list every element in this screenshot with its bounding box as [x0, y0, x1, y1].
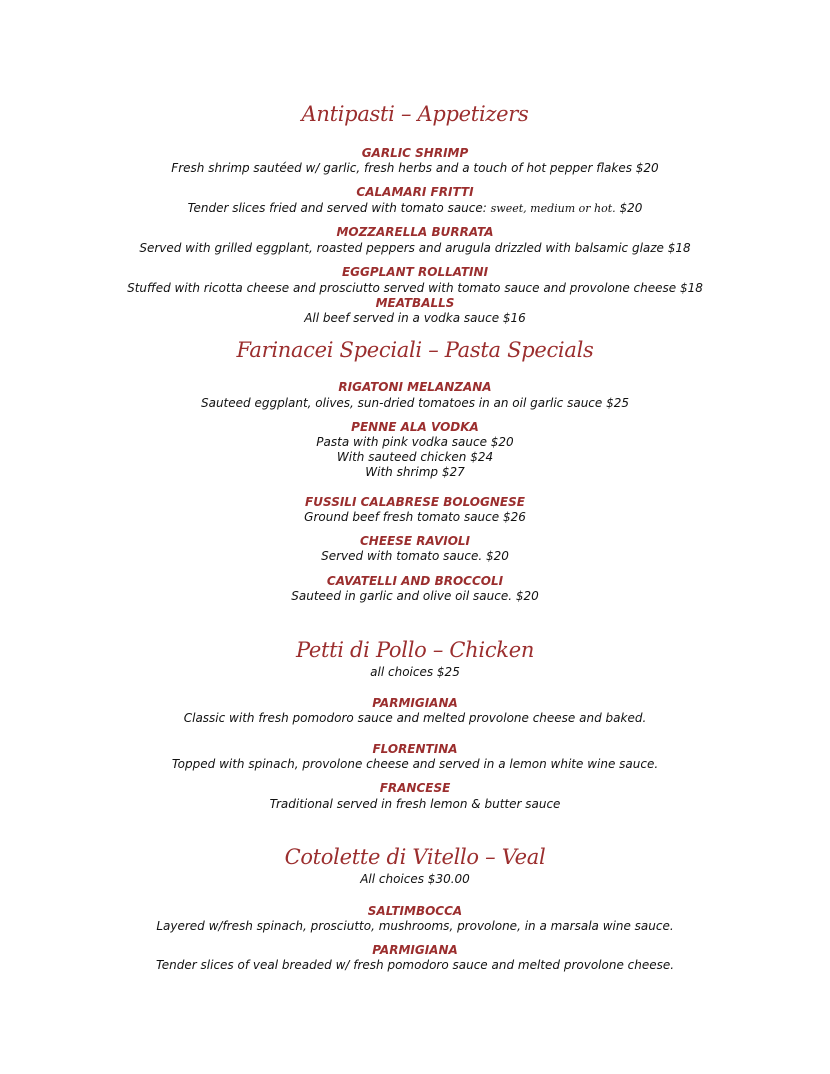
- item-name: CAVATELLI AND BROCCOLI: [326, 574, 504, 588]
- item-description: Served with grilled eggplant, roasted peppers and arugula drizzled with balsamic glaze $18: [139, 241, 691, 255]
- item-name: FLORENTINA: [372, 742, 458, 756]
- item-description-price: $20: [619, 201, 643, 215]
- item-name: MOZZARELLA BURRATA: [336, 225, 494, 239]
- item-name: CHEESE RAVIOLI: [359, 534, 471, 548]
- item-name: CALAMARI FRITTI: [356, 185, 474, 199]
- item-description: With sauteed chicken $24: [336, 450, 494, 464]
- item-description: Served with tomato sauce. $20: [321, 549, 509, 563]
- item-name: EGGPLANT ROLLATINI: [341, 265, 489, 279]
- item-description: Layered w/fresh spinach, prosciutto, mushrooms, provolone, in a marsala wine sauce.: [156, 919, 674, 933]
- item-description: [0, 201, 830, 215]
- item-description: Tender slices of veal breaded w/ fresh pomodoro sauce and melted provolone cheese.: [155, 958, 675, 972]
- item-name: PENNE ALA VODKA: [351, 420, 479, 434]
- item-description-options: sweet, medium or hot.: [490, 202, 616, 215]
- item-name: FUSSILI CALABRESE BOLOGNESE: [305, 495, 525, 509]
- item-description: With shrimp $27: [365, 465, 465, 479]
- item-description-text: Tender slices fried and served with tomato sauce:: [187, 201, 487, 215]
- section-title-veal: Cotolette di Vitello – Veal: [284, 845, 546, 869]
- item-name: GARLIC SHRIMP: [361, 146, 469, 160]
- item-description: Ground beef fresh tomato sauce $26: [304, 510, 526, 524]
- section-title-pasta: Farinacei Speciali – Pasta Specials: [236, 338, 594, 362]
- item-name: PARMIGIANA: [372, 696, 458, 710]
- item-description: Classic with fresh pomodoro sauce and melted provolone cheese and baked.: [183, 711, 647, 725]
- item-description: Fresh shrimp sautéed w/ garlic, fresh herbs and a touch of hot pepper flakes $20: [171, 161, 659, 175]
- item-description: All beef served in a vodka sauce $16: [304, 311, 526, 325]
- item-name: FRANCESE: [379, 781, 451, 795]
- item-name: RIGATONI MELANZANA: [338, 380, 492, 394]
- section-title-antipasti: Antipasti – Appetizers: [301, 102, 529, 126]
- section-note: All choices $30.00: [360, 872, 470, 886]
- item-name: MEATBALLS: [375, 296, 455, 310]
- item-name: SALTIMBOCCA: [367, 904, 463, 918]
- item-description: Sauteed in garlic and olive oil sauce. $20: [291, 589, 539, 603]
- item-description: Traditional served in fresh lemon & butter sauce: [269, 797, 561, 811]
- item-description: Sauteed eggplant, olives, sun-dried tomatoes in an oil garlic sauce $25: [200, 396, 630, 410]
- item-description: Topped with spinach, provolone cheese and served in a lemon white wine sauce.: [171, 757, 659, 771]
- item-description: Pasta with pink vodka sauce $20: [316, 435, 514, 449]
- section-title-chicken: Petti di Pollo – Chicken: [295, 638, 535, 662]
- item-name: PARMIGIANA: [372, 943, 458, 957]
- section-note: all choices $25: [370, 665, 460, 679]
- item-description: Stuffed with ricotta cheese and prosciutto served with tomato sauce and provolone cheese $18: [127, 281, 703, 295]
